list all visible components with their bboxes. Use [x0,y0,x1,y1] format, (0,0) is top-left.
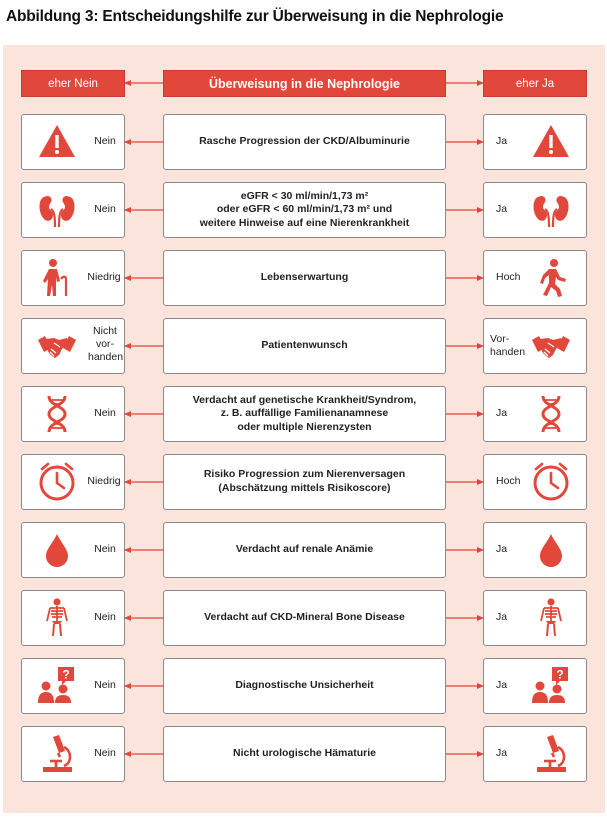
row-10-criterion: Nicht urologische Hämaturie [163,726,446,782]
row-8-left-label: Nein [94,611,116,623]
row-7-right-label: Ja [496,543,508,555]
row-7-right-box [483,522,587,578]
row-6-left-label: Niedrig [87,475,121,487]
row-3-left-box [21,250,125,306]
row-5-criterion: Verdacht auf genetische Krankheit/Syndrom, z. B. auffällige Familienanamnese oder multiple Nierenzysten [163,386,446,442]
header-eher-ja: eher Ja [483,70,587,97]
row-5-right-label: Ja [496,407,508,419]
dna-icon [36,393,78,435]
row-9-right-label: Ja [496,679,508,691]
svg-text:?: ? [556,667,564,682]
row-10-right-box [483,726,587,782]
row-10-left-box [21,726,125,782]
warning-icon [36,121,78,163]
row-3-left-label: Niedrig [87,271,121,283]
kidney-icon [36,189,78,231]
kidney-icon [530,189,572,231]
row-9-left-box [21,658,125,714]
row-6-criterion: Risiko Progression zum Nierenversagen (Abschätzung mittels Risikoscore) [163,454,446,510]
skeleton-icon [530,597,572,639]
row-5-right-box [483,386,587,442]
clock-icon [530,461,572,503]
row-5-left-box [21,386,125,442]
question-person-icon [530,665,572,707]
row-4-right-label: Vor- handen [490,333,526,359]
row-6-right-box [483,454,587,510]
row-6-left-box [21,454,125,510]
header-eher-nein: eher Nein [21,70,125,97]
row-8-left-box [21,590,125,646]
row-9-right-box [483,658,587,714]
microscope-icon [36,733,78,775]
row-2-left-label: Nein [94,203,116,215]
row-9-left-label: Nein [94,679,116,691]
handshake-icon [530,325,572,367]
elderly-person-icon [36,257,78,299]
row-1-criterion: Rasche Progression der CKD/Albuminurie [163,114,446,170]
row-1-right-box [483,114,587,170]
row-2-right-box [483,182,587,238]
row-5-left-label: Nein [94,407,116,419]
blood-drop-icon [36,529,78,571]
row-9-criterion: Diagnostische Unsicherheit [163,658,446,714]
row-3-right-box [483,250,587,306]
row-1-left-box [21,114,125,170]
walking-person-icon [530,257,572,299]
row-4-right-box [483,318,587,374]
row-3-criterion: Lebenserwartung [163,250,446,306]
row-3-right-label: Hoch [496,271,521,283]
figure-title: Abbildung 3: Entscheidungshilfe zur Überweisung in die Nephrologie [6,8,504,25]
dna-icon [530,393,572,435]
row-4-left-label: Nicht vor- handen [88,325,124,364]
row-7-left-box [21,522,125,578]
skeleton-icon [36,597,78,639]
row-1-left-label: Nein [94,135,116,147]
handshake-icon [36,325,78,367]
clock-icon [36,461,78,503]
row-2-criterion: eGFR < 30 ml/min/1,73 m² oder eGFR < 60 ml/min/1,73 m² und weitere Hinweise auf eine Nierenkrankheit [163,182,446,238]
row-8-right-box [483,590,587,646]
row-6-right-label: Hoch [496,475,521,487]
header-ueberweisung: Überweisung in die Nephrologie [163,70,446,97]
row-8-criterion: Verdacht auf CKD-Mineral Bone Disease [163,590,446,646]
row-8-right-label: Ja [496,611,508,623]
row-10-right-label: Ja [496,747,508,759]
blood-drop-icon [530,529,572,571]
row-7-criterion: Verdacht auf renale Anämie [163,522,446,578]
row-1-right-label: Ja [496,135,508,147]
question-person-icon [36,665,78,707]
svg-text:?: ? [62,667,70,682]
row-2-left-box [21,182,125,238]
warning-icon [530,121,572,163]
row-4-criterion: Patientenwunsch [163,318,446,374]
row-4-left-box [21,318,125,374]
row-7-left-label: Nein [94,543,116,555]
row-10-left-label: Nein [94,747,116,759]
microscope-icon [530,733,572,775]
row-2-right-label: Ja [496,203,508,215]
